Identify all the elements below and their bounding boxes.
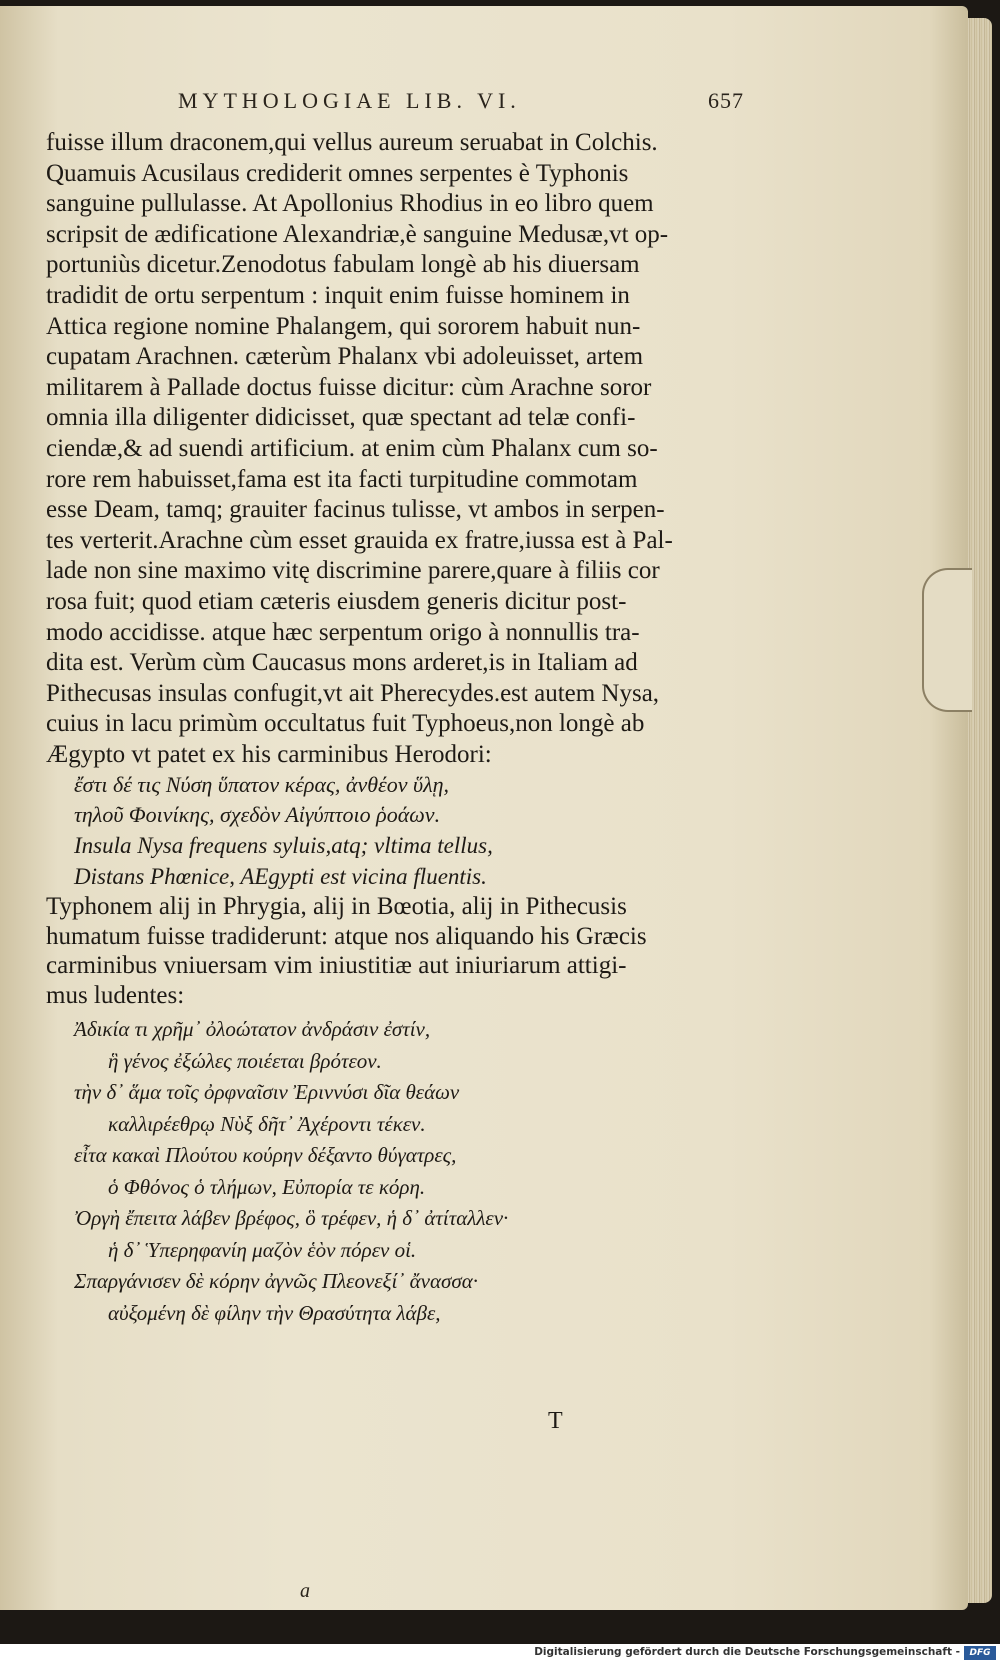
- text-line: Typhonem alij in Phrygia, alij in Bœotia, alij in Pithecusis: [46, 893, 627, 921]
- digitization-credit: Digitalisierung gefördert durch die Deutsche Forschungsgemeinschaft -: [534, 1646, 960, 1658]
- text-line: sanguine pullulasse. At Apollonius Rhodius in eo libro quem: [46, 190, 654, 218]
- greek-verse-line: Ἀδικία τι χρῆμ᾽ ὀλοώτατον ἀνδράσιν ἐστίν,: [74, 1017, 431, 1042]
- greek-verse-line: ὁ Φθόνος ὁ τλήμων, Εὐπορία τε κόρη.: [108, 1174, 426, 1199]
- greek-verse-line: τὴν δ᾽ ἅμα τοῖς ὀρφναῖσιν Ἐριννύσι δῖα θεάων: [74, 1080, 460, 1105]
- greek-verse-line: ἔστι δέ τις Νύση ὕπατον κέρας, ἀνθέον ὕλῃ,: [74, 772, 450, 798]
- running-title: MYTHOLOGIAE LIB. VI.: [178, 88, 521, 113]
- text-line: Pithecusas insulas confugit,vt ait Pherecydes.est autem Nysa,: [46, 679, 660, 707]
- running-header: [178, 88, 758, 114]
- text-line: omnia illa diligenter didicisset, quæ spectant ad telæ confi-: [46, 404, 636, 432]
- body-paragraph-1: [46, 128, 726, 770]
- dfg-logo: DFG: [964, 1646, 996, 1660]
- text-line: rore rem habuisset,fama est ita facti turpitudine commotam: [46, 465, 638, 493]
- text-line: cuius in lacu primùm occultatus fuit Typhoeus,non longè ab: [46, 710, 645, 738]
- greek-verse-line: Σπαργάνισεν δὲ κόρην ἀγνῶς Πλεονεξί᾽ ἄνασσα·: [74, 1269, 478, 1294]
- text-line: scripsit de ædificatione Alexandriæ,è sanguine Medusæ,vt op-: [46, 220, 669, 248]
- greek-verse-line: ἣ γένος ἐξώλες ποιέεται βρότεον.: [108, 1048, 382, 1073]
- signature-mark: a: [300, 1580, 310, 1602]
- folio-number: 657: [708, 88, 744, 113]
- text-line: mus ludentes:: [46, 981, 185, 1009]
- greek-verse-line: εἶτα κακαὶ Πλούτου κούρην δέξαντο θύγατρες,: [74, 1143, 457, 1168]
- greek-verse-line: αὐξομένη δὲ φίλην τὴν Θρασύτητα λάβε,: [108, 1300, 441, 1325]
- text-line: lade non sine maximo vitę discrimine parere,quare à filiis cor: [46, 557, 660, 585]
- text-line: modo accidisse. atque hæc serpentum origo à nonnullis tra-: [46, 618, 640, 646]
- text-line: Ægypto vt patet ex his carminibus Herodori:: [46, 740, 492, 768]
- text-line: ciendæ,& ad suendi artificium. at enim cùm Phalanx cum so-: [46, 434, 658, 462]
- text-line: cupatam Arachnen. cæterùm Phalanx vbi adoleuisset, artem: [46, 343, 644, 371]
- latin-verse-translation: [46, 830, 726, 892]
- greek-verse-herodorus: [46, 770, 726, 830]
- text-line: esse Deam, tamq; grauiter facinus tulisse, vt ambos in serpen-: [46, 496, 665, 524]
- text-line: Attica regione nomine Phalangem, qui sororem habuit nun-: [46, 312, 641, 340]
- greek-verse-line: τηλοῦ Φοινίκης, σχεδὸν Αἰγύπτοιο ῥοάων.: [74, 802, 441, 828]
- text-line: fuisse illum draconem,qui vellus aureum seruabat in Colchis.: [46, 129, 658, 156]
- page-tab: [922, 568, 972, 712]
- latin-verse-line: Distans Phœnice, AEgypti est vicina fluentis.: [74, 864, 487, 890]
- text-line: carminibus vniuersam vim iniustitiæ aut iniuriarum attigi-: [46, 952, 627, 980]
- greek-verse-line: καλλιρέεθρῳ Νὺξ δῆτ᾽ Ἀχέροντι τέκεν.: [108, 1111, 426, 1136]
- text-line: dita est. Verùm cùm Caucasus mons arderet,is in Italiam ad: [46, 649, 638, 677]
- body-paragraph-2: [46, 892, 726, 1010]
- latin-verse-line: Insula Nysa frequens syluis,atq; vltima tellus,: [74, 833, 493, 859]
- catchword: T: [548, 1408, 563, 1434]
- text-line: rosa fuit; quod etiam cæteris eiusdem generis dicitur post-: [46, 587, 627, 615]
- greek-verse-line: ἡ δ᾽ Ὑπερηφανίη μαζὸν ἑὸν πόρεν οἱ.: [108, 1237, 417, 1262]
- text-line: tes verterit.Arachne cùm esset grauida ex fratre,iussa est à Pal-: [46, 526, 673, 554]
- page-text: [46, 128, 726, 1329]
- text-line: militarem à Pallade doctus fuisse dicitur: cùm Arachne soror: [46, 373, 652, 401]
- text-line: humatum fuisse tradiderunt: atque nos aliquando his Græcis: [46, 922, 647, 950]
- greek-verse-line: Ὀργὴ ἔπειτα λάβεν βρέφος, ὃ τρέφεν, ἡ δ᾽ ἀτίταλλεν·: [74, 1206, 509, 1231]
- text-line: portuniùs dicetur.Zenodotus fabulam longè ab his diuersam: [46, 251, 640, 279]
- greek-verse-iniustitia: [46, 1014, 726, 1329]
- text-line: Quamuis Acusilaus crediderit omnes serpentes è Typhonis: [46, 159, 629, 187]
- text-line: tradidit de ortu serpentum : inquit enim fuisse hominem in: [46, 281, 630, 309]
